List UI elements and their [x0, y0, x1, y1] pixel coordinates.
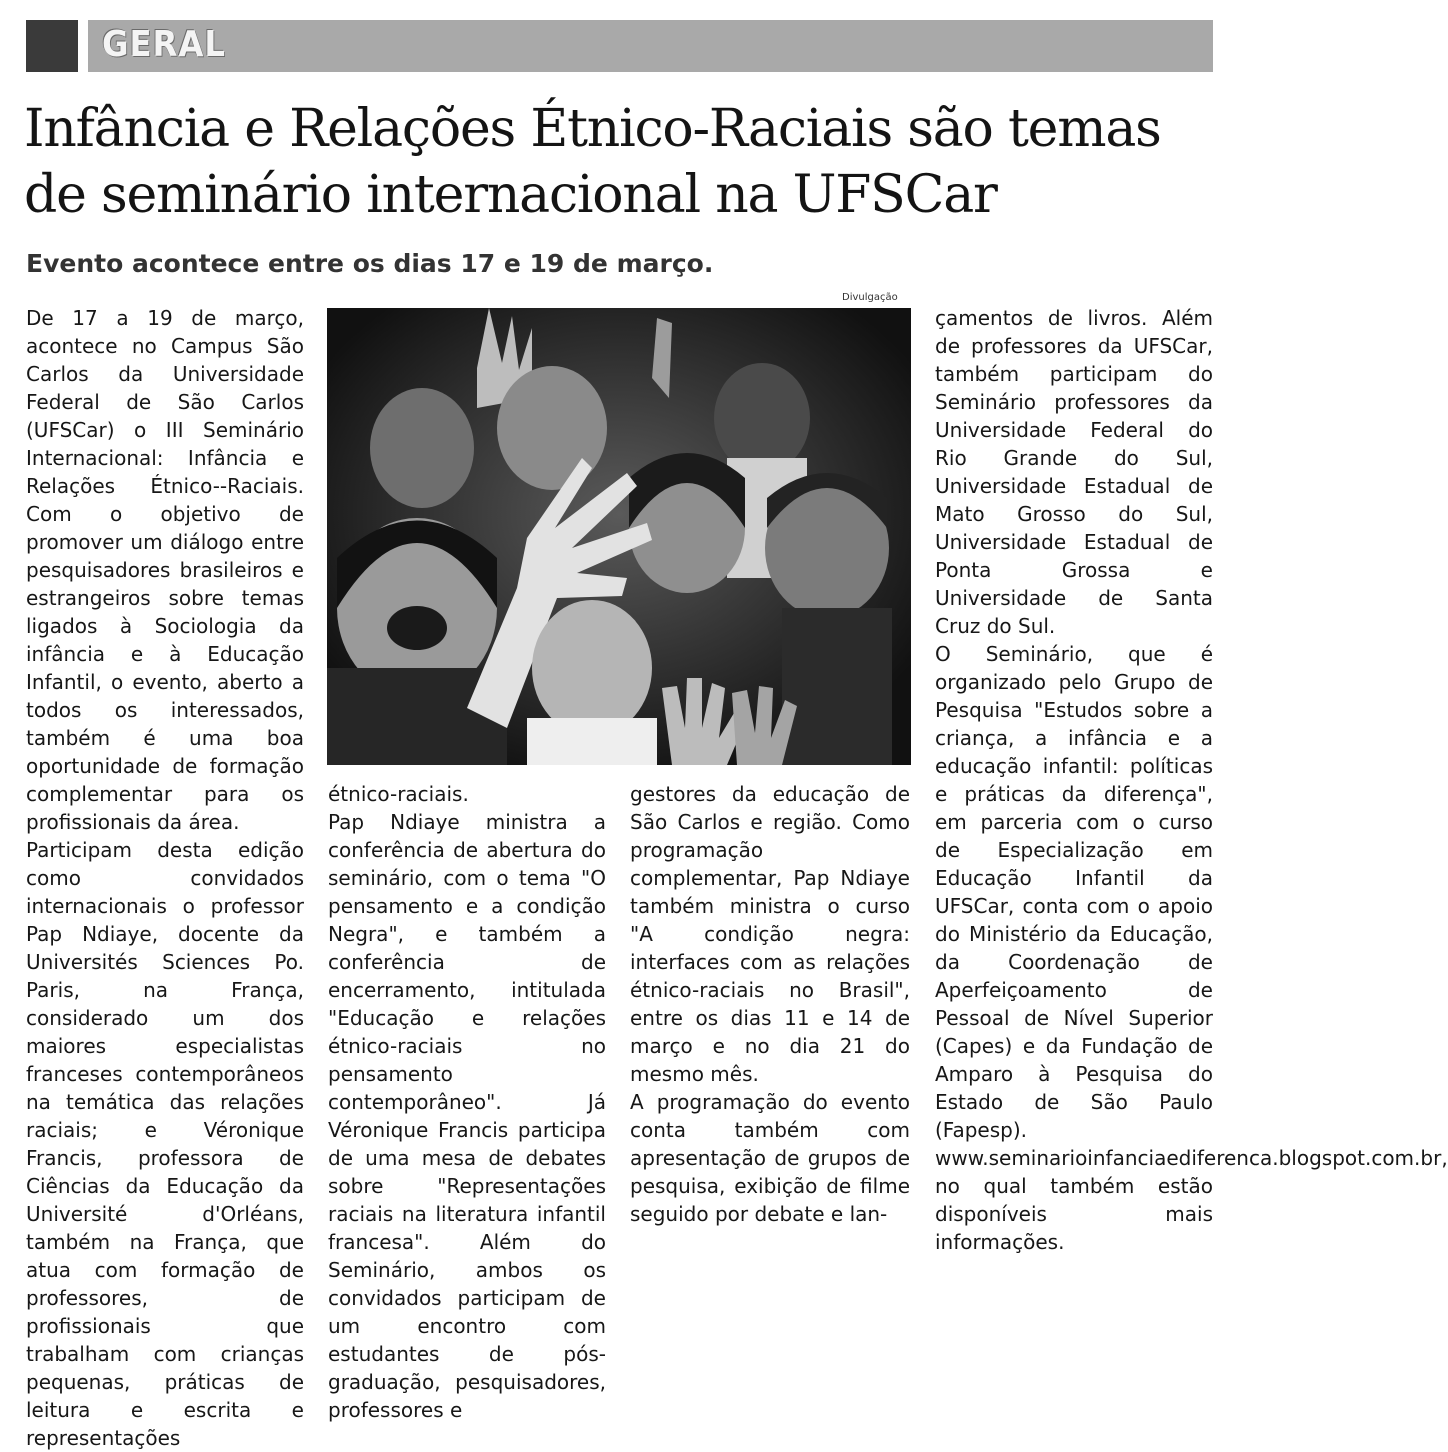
section-strip	[88, 20, 1213, 72]
article-subhead: Evento acontece entre os dias 17 e 19 de março.	[26, 249, 714, 278]
article-photo	[327, 308, 911, 765]
paragraph: O Seminário, que é organizado pelo Grupo de Pesquisa "Estudos sobre a criança, a infância e a educação infantil: políticas e práticas da diferença", em parceria com o curso de Especialização em Educação Infantil da UFSCar, conta com o apoio do Ministério da Educação, da Coordenação de Aperfeiçoamento de Pessoal de Nível Superior (Capes) e da Fundação de Amparo à Pesquisa do Estado de São Paulo (Fapesp). www.seminarioinfanciaediferenca.blogspot.com.br, no qual também estão disponíveis mais informações.	[935, 642, 1448, 1254]
children-group-photo	[327, 308, 911, 765]
section-label: GERAL	[102, 24, 226, 65]
paragraph: Participam desta edição como convidados internacionais o professor Pap Ndiaye, docente da Universités Sciences Po. Paris, na França, considerado um dos maiores especialistas franceses contemporâneos na temática das relações raciais; e Véronique Francis, professora de Ciências da Educação da Université d'Orléans, também na França, que atua com formação de professores, de profissionais que trabalham com crianças pequenas, práticas de leitura e escrita e representações	[26, 838, 304, 1450]
section-bar	[26, 20, 1213, 72]
paragraph: étnico-raciais.	[328, 782, 469, 806]
paragraph: çamentos de livros. Além de professores da UFSCar, também participam do Seminário professores da Universidade Federal do Rio Grande do Sul, Universidade Estadual de Mato Grosso do Sul, Universidade Estadual de Ponta Grossa e Universidade de Santa Cruz do Sul.	[935, 306, 1213, 638]
article-column-4	[935, 304, 1448, 1256]
article-column-1	[26, 304, 304, 1452]
article-column-2	[328, 780, 606, 1424]
paragraph: Pap Ndiaye ministra a conferência de abertura do seminário, com o tema "O pensamento e a condição Negra", e também a conferência de encerramento, intitulada "Educação e relações étnico-raciais no pensamento contemporâneo". Já Véronique Francis participa de uma mesa de debates sobre "Representações raciais na literatura infantil francesa". Além do Seminário, ambos os convidados participam de um encontro com estudantes de pós-graduação, pesquisadores, professores e	[328, 810, 606, 1422]
article-column-3	[630, 780, 910, 1228]
photo-credit: Divulgação	[842, 292, 898, 303]
section-marker-block	[26, 20, 78, 72]
paragraph: De 17 a 19 de março, acontece no Campus São Carlos da Universidade Federal de São Carlos (UFSCar) o III Seminário Internacional: Infância e Relações Étnico--Raciais. Com o objetivo de promover um diálogo entre pesquisadores brasileiros e estrangeiros sobre temas ligados à Sociologia da infância e à Educação Infantil, o evento, aberto a todos os interessados, também é uma boa oportunidade de formação complementar para os profissionais da área.	[26, 306, 304, 834]
paragraph: gestores da educação de São Carlos e região. Como programação complementar, Pap Ndiaye também ministra o curso "A condição negra: interfaces com as relações étnico-raciais no Brasil", entre os dias 11 e 14 de março e no dia 21 do mesmo mês.	[630, 782, 910, 1086]
article-headline: Infância e Relações Étnico-Raciais são temas de seminário internacional na UFSCar	[24, 99, 1161, 225]
paragraph: A programação do evento conta também com apresentação de grupos de pesquisa, exibição de filme seguido por debate e lan-	[630, 1090, 910, 1226]
